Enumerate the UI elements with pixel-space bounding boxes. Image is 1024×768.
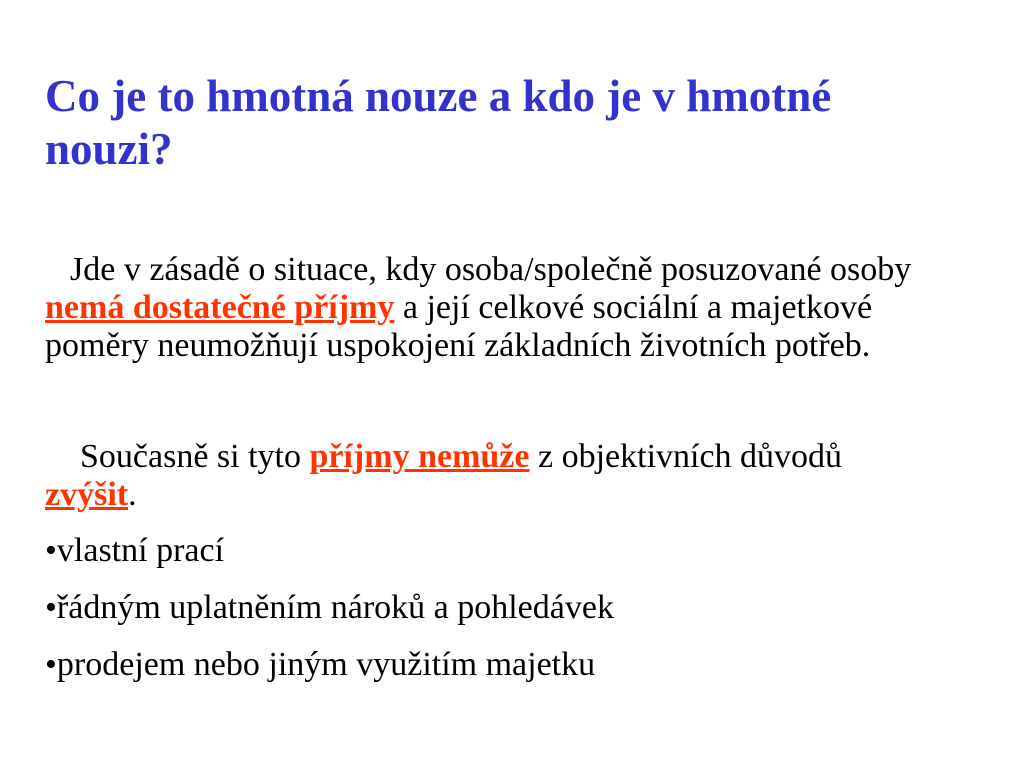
paragraph-text: Současně si tyto (80, 438, 310, 475)
paragraph-line (45, 476, 985, 514)
paragraph-text: . (128, 476, 137, 513)
paragraph-line (45, 327, 985, 365)
paragraph-text: poměry neumožňují uspokojení základních životních potřeb. (45, 327, 871, 364)
paragraph-line (45, 289, 985, 327)
paragraph-text: a její celkové sociální a majetkové (394, 289, 873, 326)
bullet-item: •prodejem nebo jiným využitím majetku (45, 646, 596, 683)
emphasis-insufficient-income: nemá dostatečné příjmy (45, 289, 395, 326)
paragraph-text: Jde v zásadě o situace, kdy osoba/společně posuzované osoby (70, 251, 912, 288)
bullet-item: •řádným uplatněním nároků a pohledávek (45, 589, 614, 626)
slide-title: Co je to hmotná nouze a kdo je v hmotné nouzi? (45, 71, 832, 174)
paragraph-conditions (45, 438, 985, 514)
paragraph-line (45, 438, 985, 476)
paragraph-definition (45, 251, 985, 365)
emphasis-increase: zvýšit (45, 476, 129, 513)
paragraph-text: z objektivních důvodů (529, 438, 843, 475)
emphasis-income-cannot: příjmy nemůže (309, 438, 530, 475)
paragraph-line (45, 251, 985, 289)
bullet-item: •vlastní prací (45, 532, 225, 569)
bullet-list (45, 532, 985, 703)
